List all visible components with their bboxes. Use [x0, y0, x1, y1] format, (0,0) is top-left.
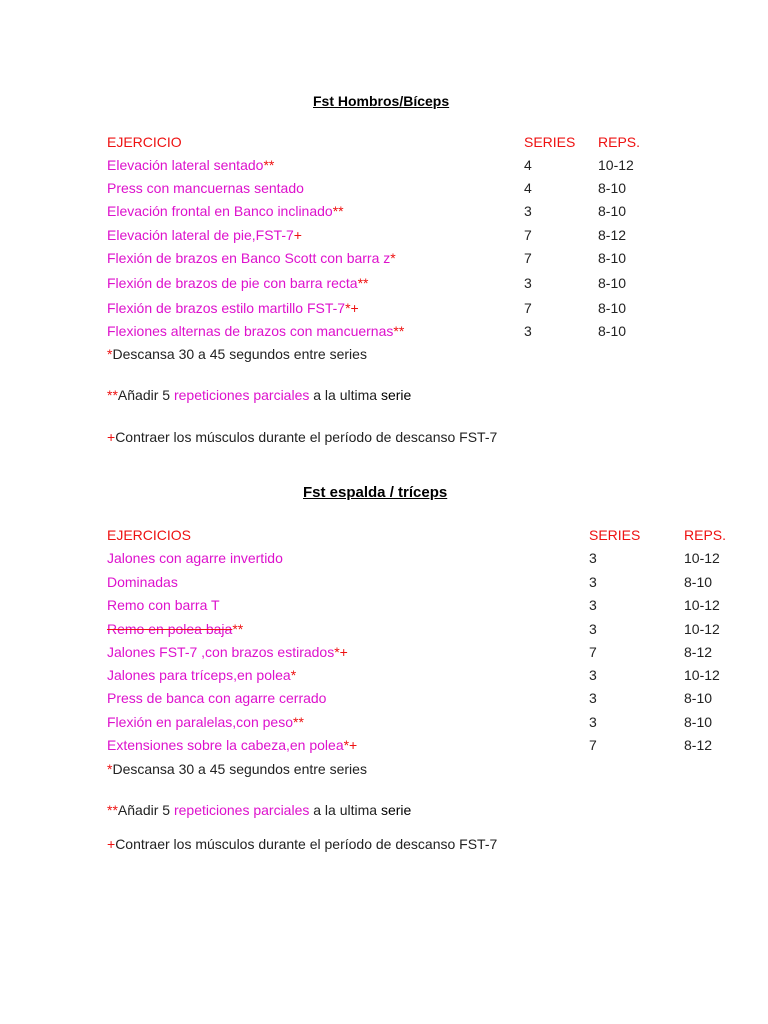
- exercise-series: 4: [524, 157, 532, 173]
- exercise-name: [107, 597, 220, 613]
- exercise-reps: 10-12: [684, 550, 720, 566]
- exercise-label: Extensiones sobre la cabeza,en polea: [107, 737, 344, 753]
- section2-title: Fst espalda / tríceps: [303, 484, 448, 501]
- section2-header-exercise: EJERCICIOS: [107, 527, 192, 543]
- exercise-reps: 8-10: [598, 180, 627, 196]
- exercise-label: Jalones con agarre invertido: [107, 550, 283, 566]
- exercise-label: Jalones FST-7 ,con brazos estirados: [107, 644, 335, 660]
- exercise-label: Elevación frontal en Banco inclinado: [107, 203, 333, 219]
- exercise-name: [107, 180, 304, 196]
- note-text-pre: Añadir 5: [117, 802, 174, 818]
- exercise-name: [107, 644, 348, 660]
- exercise-label: Jalones para tríceps,en polea: [107, 667, 291, 683]
- exercise-series: 3: [589, 550, 597, 566]
- exercise-label: Press con mancuernas sentado: [107, 180, 304, 196]
- exercise-reps: 8-10: [684, 574, 713, 590]
- exercise-label: Flexión de brazos en Banco Scott con barra z: [107, 250, 391, 266]
- exercise-mark: **: [263, 157, 275, 173]
- section1-note-partial: [107, 387, 411, 403]
- exercise-mark: +: [293, 227, 302, 243]
- exercise-reps: 10-12: [684, 597, 720, 613]
- note-mark: **: [107, 387, 118, 403]
- exercise-name: [107, 300, 359, 316]
- exercise-reps: 10-12: [684, 621, 720, 637]
- section1-header-exercise: EJERCICIO: [107, 134, 182, 150]
- exercise-name: [107, 275, 369, 291]
- exercise-mark: *: [290, 667, 297, 683]
- exercise-mark: *+: [343, 737, 358, 753]
- exercise-series: 3: [524, 323, 532, 339]
- exercise-name: [107, 690, 326, 706]
- exercise-series: 7: [589, 737, 597, 753]
- note-highlight: repeticiones parciales: [173, 802, 310, 818]
- section2-note-contract: [107, 836, 497, 852]
- exercise-name: [107, 667, 296, 683]
- exercise-reps: 10-12: [598, 157, 634, 173]
- exercise-reps: 8-10: [598, 250, 627, 266]
- note-text-end: serie: [380, 802, 412, 818]
- section1-title: Fst Hombros/Bíceps: [313, 93, 450, 109]
- note-text-end: serie: [380, 387, 412, 403]
- note-text-mid: a la ultima: [309, 802, 381, 818]
- exercise-name: [107, 574, 178, 590]
- section2-header-reps: REPS.: [684, 527, 727, 543]
- note-text: Descansa 30 a 45 segundos entre series: [112, 761, 367, 777]
- section2-header-series: SERIES: [589, 527, 641, 543]
- exercise-reps: 10-12: [684, 667, 720, 683]
- exercise-label: Flexión de brazos estilo martillo FST-7: [107, 300, 346, 316]
- exercise-label: Flexión en paralelas,con peso: [107, 714, 294, 730]
- exercise-label: Press de banca con agarre cerrado: [107, 690, 327, 706]
- note-mark: +: [107, 429, 116, 445]
- exercise-mark: *: [390, 250, 396, 266]
- exercise-series: 4: [524, 180, 532, 196]
- note-text: Contraer los músculos durante el período de descanso FST-7: [115, 836, 498, 852]
- exercise-mark: **: [232, 621, 244, 637]
- exercise-series: 3: [589, 690, 597, 706]
- exercise-label: Flexiones alternas de brazos con mancuernas: [107, 323, 394, 339]
- exercise-reps: 8-10: [598, 323, 627, 339]
- note-mark: +: [107, 836, 116, 852]
- exercise-mark: **: [393, 323, 405, 339]
- exercise-mark: **: [357, 275, 369, 291]
- exercise-mark: **: [293, 714, 304, 730]
- exercise-name: [107, 323, 404, 339]
- note-mark: *: [107, 761, 113, 777]
- exercise-label: Remo con barra T: [107, 597, 220, 613]
- note-text: Contraer los músculos durante el período de descanso FST-7: [115, 429, 498, 445]
- exercise-name: [107, 203, 344, 219]
- exercise-series: 3: [589, 574, 597, 590]
- exercise-series: 7: [524, 250, 532, 266]
- exercise-reps: 8-12: [598, 227, 627, 243]
- note-mark: *: [107, 346, 113, 362]
- exercise-name: [107, 714, 304, 730]
- exercise-label: Elevación lateral sentado: [107, 157, 264, 173]
- exercise-name: [107, 737, 357, 753]
- exercise-reps: 8-10: [598, 300, 627, 316]
- exercise-reps: 8-10: [598, 275, 627, 291]
- exercise-label: Elevación lateral de pie,FST-7: [107, 227, 294, 243]
- note-text: Descansa 30 a 45 segundos entre series: [112, 346, 367, 362]
- exercise-series: 7: [524, 300, 532, 316]
- exercise-reps: 8-10: [598, 203, 627, 219]
- exercise-mark: *+: [334, 644, 348, 660]
- section2-note-partial: [107, 802, 411, 818]
- exercise-series: 3: [589, 667, 597, 683]
- exercise-series: 7: [524, 227, 532, 243]
- section1-header-series: SERIES: [524, 134, 576, 150]
- note-mark: **: [107, 802, 118, 818]
- exercise-name: [107, 250, 396, 266]
- exercise-mark: *+: [345, 300, 359, 316]
- exercise-name: [107, 157, 274, 173]
- exercise-series: 3: [524, 203, 532, 219]
- exercise-mark: **: [332, 203, 344, 219]
- exercise-name: [107, 550, 283, 566]
- exercise-series: 3: [589, 597, 597, 613]
- exercise-name: [107, 621, 243, 637]
- section1-header-reps: REPS.: [598, 134, 641, 150]
- exercise-series: 3: [524, 275, 532, 291]
- note-text-pre: Añadir 5: [117, 387, 174, 403]
- exercise-series: 3: [589, 714, 597, 730]
- exercise-name: [107, 227, 302, 243]
- exercise-reps: 8-10: [684, 690, 713, 706]
- note-text-mid: a la ultima: [309, 387, 381, 403]
- exercise-reps: 8-12: [684, 644, 713, 660]
- exercise-reps: 8-12: [684, 737, 713, 753]
- section1-note-contract: [107, 429, 497, 445]
- exercise-label: Dominadas: [107, 574, 178, 590]
- exercise-label: Flexión de brazos de pie con barra recta: [107, 275, 358, 291]
- exercise-reps: 8-10: [684, 714, 713, 730]
- exercise-label: Remo en polea baja: [107, 621, 233, 637]
- exercise-series: 3: [589, 621, 597, 637]
- exercise-series: 7: [589, 644, 597, 660]
- section2-note-rest: [107, 761, 367, 777]
- section1-note-rest: [107, 346, 367, 362]
- note-highlight: repeticiones parciales: [173, 387, 310, 403]
